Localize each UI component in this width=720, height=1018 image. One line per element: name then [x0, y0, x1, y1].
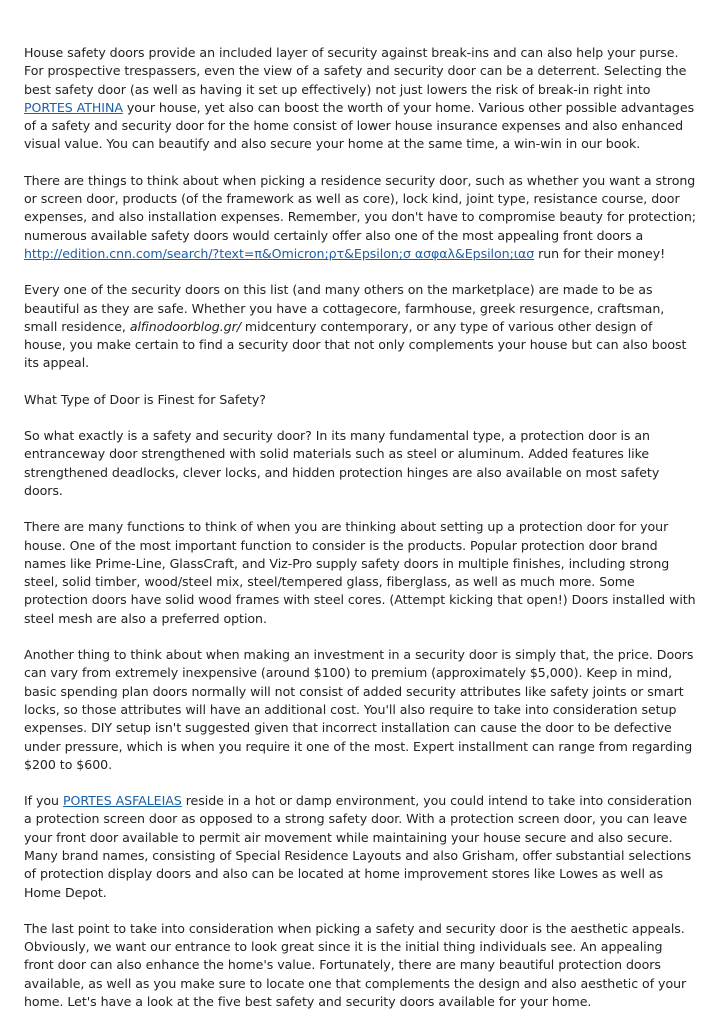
section-heading: What Type of Door is Finest for Safety?	[24, 391, 266, 407]
portes-asfaleias-link[interactable]: PORTES ASFALEIAS	[62, 793, 182, 809]
paragraph-styles	[24, 281, 696, 372]
paragraph-aesthetics: The last point to take into consideration when picking a safety and security door is the aesthetic appeals. Obviously, we want our entrance to look great since it is the initial thing individuals see. An appealing front door can also enhance the home's value. Fortunately, there are many beautiful protection doors available, as well as you make sure to locate one that complements the design and also aesthetic of your home. Let's have a look at the five best safety and security doors available for your home.	[24, 920, 687, 1010]
italic-site-reference: alfinodoorblog.gr/	[129, 318, 241, 334]
paragraph-text: There are things to think about when picking a residence security door, such as whether you want a strong or screen door, products (of the framework as well as core), lock kind, joint type, resistance course, door expenses, and also installation expenses. Remember, you don't have to compromise beauty for protection; numerous available safety doors would certainly offer also one of the most appealing front doors a	[24, 172, 696, 243]
cnn-search-link[interactable]: http://edition.cnn.com/search/?text=π&Omicron;ρτ&Epsilon;σ ασφαλ&Epsilon;ιασ	[24, 245, 535, 261]
paragraph-screen-door	[24, 792, 696, 902]
paragraph-text: reside in a hot or damp environment, you could intend to take into consideration a protection screen door as opposed to a strong safety door. With a protection screen door, you can leave your front door available to permit air movement while maintaining your house secure and also secure. Many brand names, consisting of Special Residence Layouts and also Grisham, offer substantial selections of protection display doors and also can be located at home improvement stores like Lowes as well as Home Depot.	[24, 793, 692, 900]
paragraph-considerations	[24, 172, 696, 263]
paragraph-intro	[24, 44, 696, 154]
paragraph-materials: There are many functions to think of when you are thinking about setting up a protection door for your house. One of the most important function to consider is the products. Popular protection door brand names like Prime-Line, GlassCraft, and Viz-Pro supply safety doors in multiple finishes, including strong steel, solid timber, wood/steel mix, steel/tempered glass, fiberglass, as well as much more. Some protection doors have solid wood frames with steel cores. (Attempt kicking that open!) Doors installed with steel mesh are also a preferred option.	[24, 519, 696, 626]
paragraph-text: run for their money!	[534, 245, 666, 261]
paragraph-definition: So what exactly is a safety and security door? In its many fundamental type, a protection door is an entranceway door strengthened with solid materials such as steel or aluminum. Added features like strengthened deadlocks, clever locks, and hidden protection hinges are also available on most safety doors.	[24, 428, 660, 498]
paragraph-price: Another thing to think about when making an investment in a security door is simply that, the price. Doors can vary from extremely inexpensive (around $100) to premium (approximately $5,000). Keep in mind, basic spending plan doors normally will not consist of added security attributes like safety joints or smart locks, so those attributes will have an additional cost. You'll also require to take into consideration setup expenses. DIY setup isn't suggested given that incorrect installation can cause the door to be defective under pressure, which is when you require it one of the most. Expert installment can range from regarding $200 to $600.	[24, 647, 694, 772]
paragraph-text: midcentury contemporary, or any type of various other design of house, you make certain to find a security door that not only complements your house but can also boost its appeal.	[24, 318, 687, 371]
paragraph-text: If you	[24, 793, 63, 809]
paragraph-text: Every one of the security doors on this list (and many others on the marketplace) are made to be as beautiful as they are safe. Whether you have a cottagecore, farmhouse, greek resurgence, craftsman, small residence,	[24, 282, 665, 334]
portes-athina-link[interactable]: PORTES ATHINA	[24, 99, 123, 115]
paragraph-text: House safety doors provide an included layer of security against break-ins and can also help your purse. For prospective trespassers, even the view of a safety and security door can be a deterrent. Selecting the best safety door (as well as having it set up effectively) not just lowers the risk of break-in right into	[24, 45, 687, 97]
paragraph-text: your house, yet also can boost the worth of your home. Various other possible advantages of a safety and security door for the home consist of lower house insurance expenses and also enhanced visual value. You can beautify and also secure your home at the same time, a win-win in our book.	[24, 99, 695, 152]
